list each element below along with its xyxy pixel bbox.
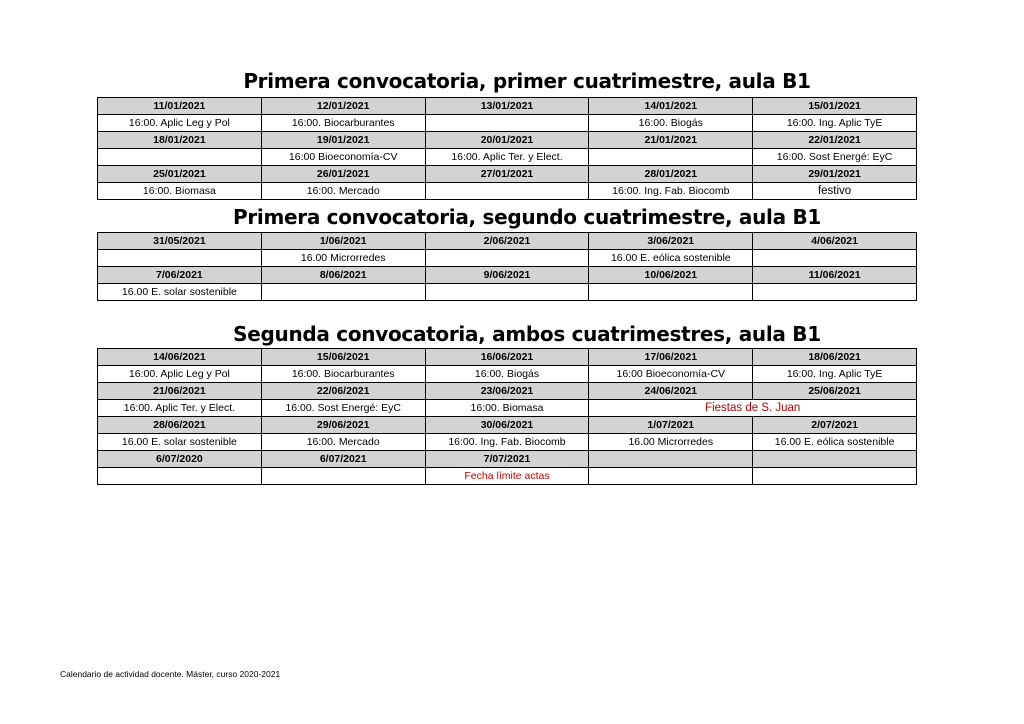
event-cell: 16.00 E. eólica sostenible (753, 434, 917, 451)
date-cell: 28/01/2021 (589, 166, 753, 183)
event-cell: 16:00. Aplic Leg y Pol (98, 366, 262, 383)
event-cell: 16:00. Mercado (261, 183, 425, 200)
date-row (98, 233, 917, 250)
date-cell: 27/01/2021 (425, 166, 589, 183)
date-cell: 11/06/2021 (753, 267, 917, 284)
date-cell: 21/06/2021 (98, 383, 262, 400)
date-cell: 2/06/2021 (425, 233, 589, 250)
event-cell (261, 284, 425, 301)
date-cell: 29/06/2021 (261, 417, 425, 434)
event-cell: 16:00. Ing. Aplic TyE (753, 115, 917, 132)
event-cell (589, 284, 753, 301)
date-cell: 1/07/2021 (589, 417, 753, 434)
event-cell (589, 149, 753, 166)
event-row (98, 250, 917, 267)
event-cell: Fiestas de S. Juan (589, 400, 917, 417)
date-cell: 2/07/2021 (753, 417, 917, 434)
event-cell: 16:00. Ing. Aplic TyE (753, 366, 917, 383)
date-row (98, 98, 917, 115)
event-row (98, 434, 917, 451)
date-cell: 28/06/2021 (98, 417, 262, 434)
event-cell: 16:00. Biogás (589, 115, 753, 132)
date-cell: 10/06/2021 (589, 267, 753, 284)
event-cell (753, 468, 917, 485)
event-cell: 16:00. Biomasa (98, 183, 262, 200)
date-cell: 24/06/2021 (589, 383, 753, 400)
event-row (98, 400, 917, 417)
date-cell: 17/06/2021 (589, 349, 753, 366)
date-row (98, 132, 917, 149)
event-row (98, 366, 917, 383)
event-cell: 16:00. Mercado (261, 434, 425, 451)
date-cell: 6/07/2020 (98, 451, 262, 468)
date-cell: 19/01/2021 (261, 132, 425, 149)
section-title-3: Segunda convocatoria, ambos cuatrimestres, aula B1 (233, 322, 821, 346)
date-row (98, 451, 917, 468)
date-cell: 1/06/2021 (261, 233, 425, 250)
date-cell: 25/01/2021 (98, 166, 262, 183)
event-cell: 16.00 E. solar sostenible (98, 434, 262, 451)
event-cell (425, 250, 589, 267)
date-cell: 18/01/2021 (98, 132, 262, 149)
date-cell: 9/06/2021 (425, 267, 589, 284)
event-cell: 16.00 E. eólica sostenible (589, 250, 753, 267)
date-cell: 26/01/2021 (261, 166, 425, 183)
event-cell (589, 468, 753, 485)
date-cell: 11/01/2021 (98, 98, 262, 115)
event-cell: 16:00. Sost Energé: EyC (261, 400, 425, 417)
event-cell (425, 183, 589, 200)
date-cell: 21/01/2021 (589, 132, 753, 149)
event-cell: 16:00. Aplic Ter. y Elect. (425, 149, 589, 166)
event-cell: 16:00. Ing. Fab. Biocomb (589, 183, 753, 200)
date-cell: 14/01/2021 (589, 98, 753, 115)
date-cell: 22/06/2021 (261, 383, 425, 400)
date-cell: 13/01/2021 (425, 98, 589, 115)
section-title-2: Primera convocatoria, segundo cuatrimestre, aula B1 (232, 205, 822, 229)
date-cell: 6/07/2021 (261, 451, 425, 468)
event-row (98, 468, 917, 485)
date-row (98, 417, 917, 434)
event-cell: 16.00 Microrredes (261, 250, 425, 267)
date-cell: 12/01/2021 (261, 98, 425, 115)
event-cell (753, 250, 917, 267)
date-cell: 15/01/2021 (753, 98, 917, 115)
event-cell: 16.00 Microrredes (589, 434, 753, 451)
event-cell (98, 468, 262, 485)
event-cell: 16:00. Biogás (425, 366, 589, 383)
section-title-1: Primera convocatoria, primer cuatrimestre, aula B1 (243, 69, 811, 93)
calendar-table-1 (97, 97, 917, 200)
date-row (98, 267, 917, 284)
date-cell: 7/07/2021 (425, 451, 589, 468)
date-cell (589, 451, 753, 468)
event-cell (98, 149, 262, 166)
date-cell: 3/06/2021 (589, 233, 753, 250)
date-cell: 31/05/2021 (98, 233, 262, 250)
date-cell: 16/06/2021 (425, 349, 589, 366)
event-cell: 16:00. Biocarburantes (261, 366, 425, 383)
event-row (98, 284, 917, 301)
date-cell: 25/06/2021 (753, 383, 917, 400)
event-cell: 16:00. Aplic Leg y Pol (98, 115, 262, 132)
date-cell (753, 451, 917, 468)
event-cell: 16:00. Aplic Ter. y Elect. (98, 400, 262, 417)
event-cell: festivo (753, 183, 917, 200)
event-cell (261, 468, 425, 485)
event-row (98, 183, 917, 200)
date-cell: 4/06/2021 (753, 233, 917, 250)
event-row (98, 149, 917, 166)
date-cell: 22/01/2021 (753, 132, 917, 149)
date-cell: 18/06/2021 (753, 349, 917, 366)
calendar-table-3 (97, 348, 917, 485)
date-cell: 14/06/2021 (98, 349, 262, 366)
event-cell (425, 115, 589, 132)
event-cell: 16:00 Bioeconomía-CV (589, 366, 753, 383)
date-cell: 15/06/2021 (261, 349, 425, 366)
event-cell (753, 284, 917, 301)
footer-note: Calendario de actividad docente. Máster, curso 2020-2021 (60, 669, 281, 679)
date-cell: 8/06/2021 (261, 267, 425, 284)
event-cell: 16:00. Ing. Fab. Biocomb (425, 434, 589, 451)
event-cell: 16:00. Biomasa (425, 400, 589, 417)
event-cell: 16:00. Biocarburantes (261, 115, 425, 132)
event-cell (98, 250, 262, 267)
event-cell: 16:00 Bioeconomía-CV (261, 149, 425, 166)
calendar-table-2 (97, 232, 917, 301)
date-row (98, 349, 917, 366)
date-cell: 7/06/2021 (98, 267, 262, 284)
date-cell: 20/01/2021 (425, 132, 589, 149)
date-row (98, 383, 917, 400)
date-cell: 23/06/2021 (425, 383, 589, 400)
event-cell: 16.00 E. solar sostenible (98, 284, 262, 301)
event-row (98, 115, 917, 132)
event-cell (425, 284, 589, 301)
date-row (98, 166, 917, 183)
date-cell: 30/06/2021 (425, 417, 589, 434)
event-cell: 16:00. Sost Energé: EyC (753, 149, 917, 166)
date-cell: 29/01/2021 (753, 166, 917, 183)
event-cell: Fecha límite actas (425, 468, 589, 485)
